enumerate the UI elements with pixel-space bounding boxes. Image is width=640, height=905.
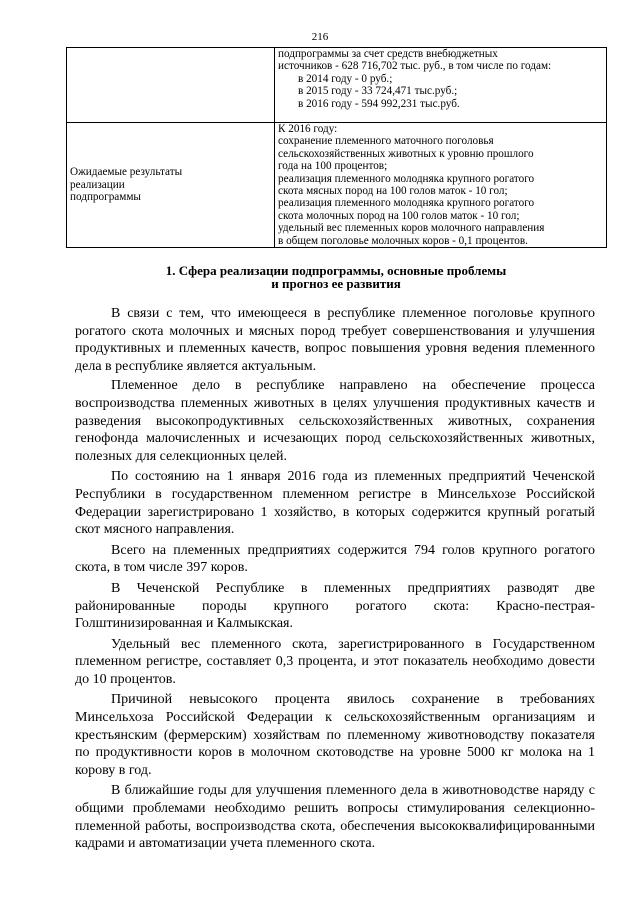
funding-year-line: в 2014 году - 0 руб.; [298, 72, 393, 85]
expected-results-line: сохранение племенного маточного поголовья [278, 135, 494, 148]
paragraph: Племенное дело в республике направлено на обеспечение процесса воспроизводства племенных животных в целях улучшения продуктивных качеств и разведения высокопродуктивных сельскохозяйственных животных, сохранения генофонда малочисленных и исчезающих пород сельскохозяйственных животных, полезных для селекционных целей. [75, 378, 595, 464]
funding-line: источников - 628 716,702 тыс. руб., в том числе по годам: [278, 60, 552, 73]
expected-results-value-cell [275, 123, 607, 248]
expected-results-label-cell [67, 123, 275, 248]
paragraph: Причиной невысокого процента явилось сохранение в требованиях Минсельхоза Российской Федерации к сельскохозяйственным организациям и крестьянским (фермерским) хозяйствам по племенному животноводству показателя по продуктивности коров в молочном скотоводстве на уровне 5000 кг молока на 1 корову в год. [75, 692, 595, 778]
funding-line: подпрограммы за счет средств внебюджетных [278, 48, 498, 60]
paragraph: В Чеченской Республике в племенных предприятиях разводят две районированные породы крупного рогатого скота: Красно-пестрая-Голштинизированная и Калмыкская. [75, 580, 595, 632]
section-title [66, 264, 606, 290]
expected-results-label-line: Ожидаемые результаты [70, 166, 183, 179]
section-title-line: и прогноз ее развития [271, 276, 401, 291]
paragraph: В ближайшие годы для улучшения племенного дела в животноводстве наряду с общими проблемами необходимо решить вопросы стимулирования селекционно-племенной работы, воспроизводства скота, обеспечения высококвалифицированными кадрами и автоматизации учета племенного скота. [75, 783, 595, 852]
expected-results-line: реализация племенного молодняка крупного рогатого [278, 172, 535, 185]
funding-value-cell [275, 48, 607, 123]
table-row-funding [67, 48, 607, 123]
expected-results-label-line: реализации [70, 178, 125, 191]
funding-label-cell [67, 48, 275, 123]
paragraph: Всего на племенных предприятиях содержится 794 голов крупного рогатого скота, в том числе 397 коров. [75, 542, 595, 576]
paragraph: По состоянию на 1 января 2016 года из племенных предприятий Чеченской Республики в государственном племенном регистре в Минсельхозе Российской Федерации зарегистрировано 1 хозяйство, в которых содержится крупный рогатый скот мясного направления. [75, 469, 595, 538]
expected-results-line: реализация племенного молодняка крупного рогатого [278, 197, 535, 210]
expected-results-label-line: подпрограммы [70, 191, 141, 204]
subprogram-passport-table [66, 47, 607, 248]
funding-year-line: в 2016 году - 594 992,231 тыс.руб. [298, 97, 460, 110]
expected-results-line: удельный вес племенных коров молочного направления [278, 222, 545, 235]
expected-results-line: скота молочных пород на 100 голов маток - 10 гол; [278, 209, 520, 222]
expected-results-line: в общем поголовье молочных коров - 0,1 процентов. [278, 234, 528, 247]
page-number: 216 [311, 31, 329, 43]
expected-results-line: сельскохозяйственных животных к уровню прошлого [278, 147, 534, 160]
section-title-line: 1. Сфера реализации подпрограммы, основные проблемы [165, 263, 507, 278]
expected-results-line: года на 100 процентов; [278, 160, 388, 173]
paragraph: Удельный вес племенного скота, зарегистрированного в Государственном племенном регистре, составляет 0,3 процента, и этот показатель необходимо довести до 10 процентов. [75, 636, 595, 687]
table-row-expected-results [67, 123, 607, 248]
expected-results-line: скота мясных пород на 100 голов маток - 10 гол; [278, 185, 508, 198]
expected-results-line: К 2016 году: [278, 123, 338, 135]
funding-year-line: в 2015 году - 33 724,471 тыс.руб.; [298, 85, 458, 98]
body-text [75, 305, 595, 855]
paragraph: В связи с тем, что имеющееся в республике племенное поголовье крупного рогатого скота молочных и мясных пород требует совершенствования и улучшения продуктивных и племенных качеств, вопрос повышения уровня ведения племенного дела в республике является актуальным. [75, 306, 595, 374]
